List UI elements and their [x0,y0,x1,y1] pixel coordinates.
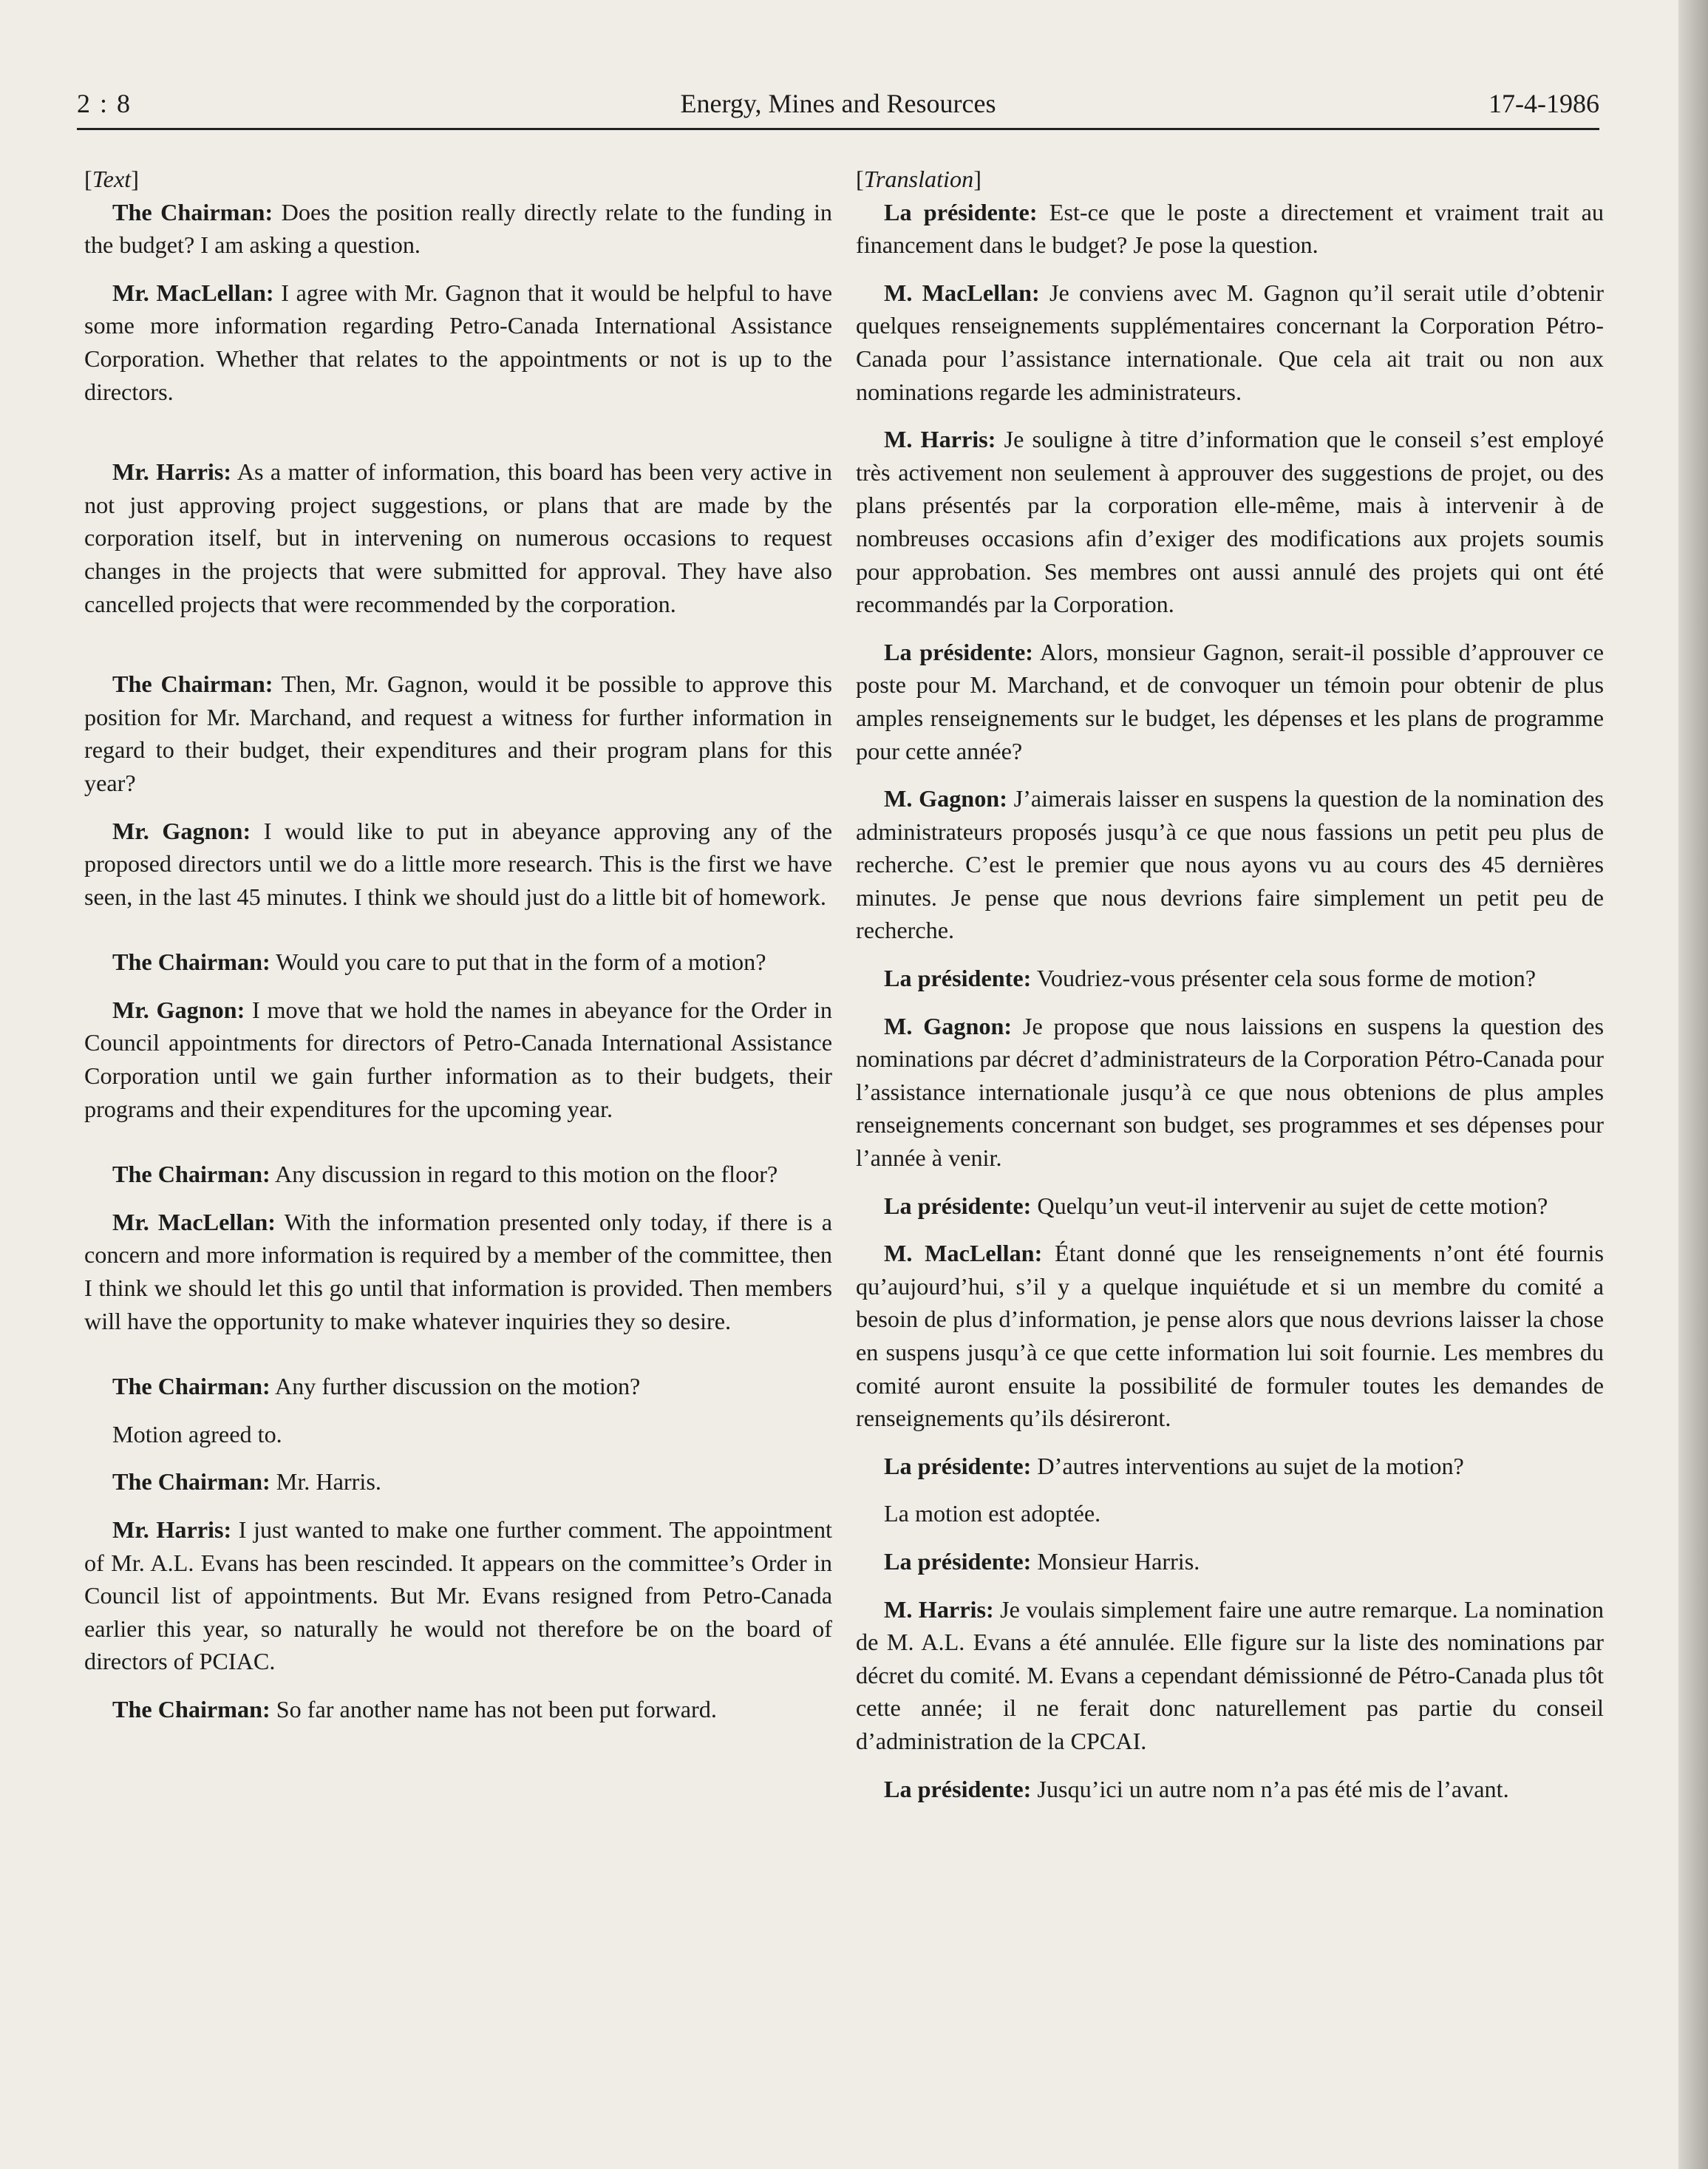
publication-title: Energy, Mines and Resources [680,89,996,118]
speech-text: Monsieur Harris. [1031,1547,1200,1575]
paragraph [84,1370,832,1403]
paragraph [856,636,1604,767]
paragraph [84,815,832,914]
speaker-name: M. MacLellan: [884,279,1040,306]
speaker-name: The Chairman: [112,948,271,976]
speaker-name: Mr. Harris: [112,1516,232,1543]
paragraph [856,782,1604,947]
speaker-name: M. MacLellan: [884,1240,1043,1267]
paragraph [84,1513,832,1678]
page-header [77,85,1599,129]
paragraph [84,1465,832,1498]
paragraph [856,196,1604,262]
paragraph [84,196,832,262]
speaker-name: M. Gagnon: [884,1012,1013,1039]
column-label: [Translation] [856,166,981,192]
speech-text: Mr. Harris. [270,1468,381,1496]
speech-text: Alors, monsieur Gagnon, serait-il possible d’approuver ce poste pour M. Marchand, et de convoquer un témoin pour obtenir de plus amples renseignements sur le budget, les dépenses et les plans de programme pour cette année? [856,638,1604,764]
publication-date: 17-4-1986 [1488,89,1599,118]
speaker-name: M. Harris: [884,426,996,453]
paragraph [856,1237,1604,1435]
speaker-name: La présidente: [884,198,1038,225]
paragraph [84,1418,832,1451]
paragraph [856,1773,1604,1806]
speaker-name: The Chairman: [112,1161,271,1188]
header-rule [77,128,1599,130]
speaker-name: The Chairman: [112,198,273,225]
paragraph [856,1450,1604,1483]
english-column [84,155,832,1741]
speaker-name: The Chairman: [112,1468,271,1496]
speaker-name: La présidente: [884,638,1033,665]
speech-text: Je souligne à titre d’information que le conseil s’est employé très activement non seulement à approuver des suggestions de projet, ou des plans présentés par la corporation elle-même, mais à intervenir à de nombreuses occasions afin d’exiger des modifications aux projets soumis pour approbation. Ses membres ont aussi annulé des projets qui ont été recommandés par la Corporation. [856,426,1604,618]
speaker-name: La présidente: [884,1775,1032,1802]
speaker-name: Mr. Gagnon: [112,996,245,1023]
speech-text: Any discussion in regard to this motion on the floor? [270,1161,778,1188]
speech-text: Je conviens avec M. Gagnon qu’il serait utile d’obtenir quelques renseignements supplémentaires concernant la Corporation Pétro-Canada pour l’assistance internationale. Que cela ait trait ou non aux nominations regarde les administrateurs. [856,279,1604,405]
speaker-name: M. Gagnon: [884,785,1007,812]
speech-text: Est-ce que le poste a directement et vraiment trait au financement dans le budget? Je pose la question. [856,198,1604,259]
speaker-name: Mr. Gagnon: [112,817,251,844]
speech-text: J’aimerais laisser en suspens la question de la nomination des administrateurs proposés jusqu’à ce que nous fassions un petit peu plus de recherche. C’est le premier que nous ayons vu au cours des 45 dernières minutes. Je pense que nous devrions faire simplement un petit peu de recherche. [856,785,1604,944]
paragraph [84,668,832,799]
paragraph [84,455,832,620]
speaker-name: M. Harris: [884,1595,994,1623]
speech-text: So far another name has not been put forward. [270,1695,717,1722]
page-edge-shadow [1678,0,1708,2169]
paragraph [84,946,832,979]
speech-text: Quelqu’un veut-il intervenir au sujet de cette motion? [1031,1192,1548,1219]
paragraph [856,423,1604,621]
speaker-name: Mr. MacLellan: [112,279,274,306]
speech-text: D’autres interventions au sujet de la motion? [1031,1452,1464,1479]
paragraph [856,276,1604,408]
speech-text: I would like to put in abeyance approving any of the proposed directors until we do a little more research. This is the first we have seen, in the last 45 minutes. I think we should just do a little bit of homework. [84,817,832,910]
speaker-name: Mr. MacLellan: [112,1208,276,1235]
french-column [856,155,1604,1820]
speech-text: I just wanted to make one further comment. The appointment of Mr. A.L. Evans has been rescinded. It appears on the committee’s Order in Council list of appointments. But Mr. Evans resigned from Petro-Canada earlier this year, so naturally he would not therefore be on the board of directors of PCIAC. [84,1516,832,1675]
speech-text: Je propose que nous laissions en suspens la question des nominations par décret d’administrateurs de la Corporation Pétro-Canada pour l’assistance internationale jusqu’à ce que nous obtenions de plus amples renseignements concernant son budget, ses programmes et ses dépenses pour l’année à venir. [856,1012,1604,1172]
paragraph [856,1593,1604,1758]
paragraph [856,1189,1604,1223]
speech-text: Voudriez-vous présenter cela sous forme de motion? [1031,965,1536,992]
speaker-name: La présidente: [884,965,1032,992]
page-number: 2 : 8 [77,89,132,118]
paragraph [856,1010,1604,1175]
speaker-name: The Chairman: [112,671,273,698]
motion-result: Motion agreed to. [112,1420,282,1447]
speech-text: With the information presented only today, if there is a concern and more information is required by a member of the committee, then I think we should let this go until that information is provided. Then members will have the opportunity to make whatever inquiries they so desire. [84,1208,832,1334]
paragraph [856,1545,1604,1578]
paragraph [856,1497,1604,1530]
paragraph [84,994,832,1125]
speech-text: Then, Mr. Gagnon, would it be possible to approve this position for Mr. Marchand, and request a witness for further information in regard to their budget, their expenditures and their program plans for this year? [84,671,832,796]
paragraph [84,1693,832,1726]
paragraph [84,1206,832,1337]
paragraph [84,276,832,408]
column-label: [Text] [84,166,139,192]
speech-text: I agree with Mr. Gagnon that it would be helpful to have some more information regarding Petro-Canada International Assistance Corporation. Whether that relates to the appointments or not is up to the directors. [84,279,832,405]
speech-text: I move that we hold the names in abeyance for the Order in Council appointments for directors of Petro-Canada International Assistance Corporation until we gain further information as to their budgets, their programs and their expenditures for the upcoming year. [84,996,832,1122]
speech-text: Does the position really directly relate to the funding in the budget? I am asking a question. [84,198,832,259]
speech-text: Would you care to put that in the form of a motion? [270,948,766,976]
paragraph [856,962,1604,995]
paragraph [84,1158,832,1191]
motion-result: La motion est adoptée. [884,1500,1101,1527]
speech-text: Any further discussion on the motion? [270,1373,641,1400]
speaker-name: La présidente: [884,1452,1032,1479]
speaker-name: La présidente: [884,1192,1032,1219]
speech-text: Étant donné que les renseignements n’ont été fournis qu’aujourd’hui, s’il y a quelque inquiétude et si un membre du comité a besoin de plus d’information, je pense alors que nous devrions laisser la chose en suspens jusqu’à ce que cette information lui soit fournie. Les membres du comité auront ensuite la possibilité de formuler toutes les demandes de renseignements qu’ils désireront. [856,1240,1604,1432]
speaker-name: The Chairman: [112,1695,271,1722]
speaker-name: The Chairman: [112,1373,271,1400]
speaker-name: Mr. Harris: [112,458,232,486]
speaker-name: La présidente: [884,1547,1032,1575]
speech-text: As a matter of information, this board has been very active in not just approving project suggestions, or plans that are made by the corporation itself, but in intervening on numerous occasions to request changes in the projects that were submitted for approval. They have also cancelled projects that were recommended by the corporation. [84,458,832,617]
speech-text: Je voulais simplement faire une autre remarque. La nomination de M. A.L. Evans a été annulée. Elle figure sur la liste des nominations par décret du comité. M. Evans a cependant démissionné de Pétro-Canada plus tôt cette année; il ne ferait donc naturellement pas partie du conseil d’administration de la CPCAI. [856,1595,1604,1754]
speech-text: Jusqu’ici un autre nom n’a pas été mis de l’avant. [1031,1775,1509,1802]
